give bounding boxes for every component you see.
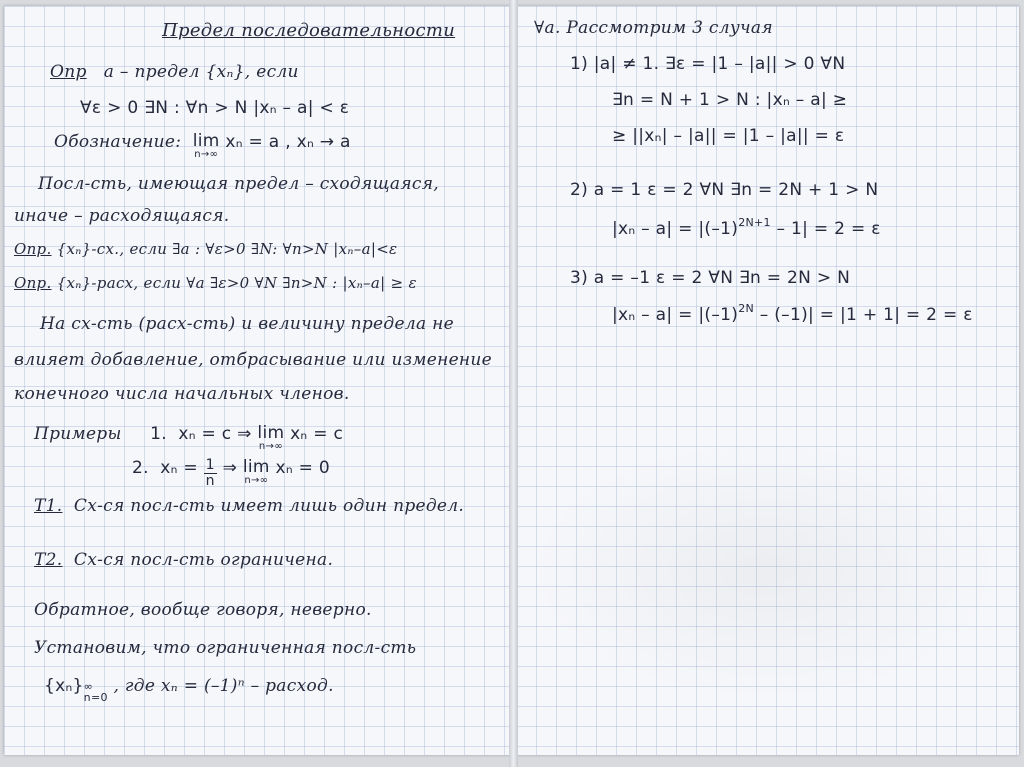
case-3-line-1: 3) a = –1 ε = 2 ∀N ∃n = 2N > N: [570, 268, 851, 288]
examples-label: Примеры: [34, 424, 122, 444]
lim-subscript: n→∞: [258, 441, 283, 452]
example-left: xₙ = c ⇒: [178, 424, 252, 444]
lim-subscript: n→∞: [194, 149, 219, 160]
example-left: xₙ =: [160, 458, 198, 478]
example-2: [132, 458, 330, 489]
definition-1: [50, 62, 299, 82]
page-title: Предел последовательности: [162, 20, 456, 41]
example-1: [34, 424, 343, 452]
example-number: 1.: [150, 424, 167, 444]
upper-bound: ∞: [83, 680, 94, 693]
convergent-text-1: Посл-сть, имеющая предел – сходящаяся,: [38, 174, 439, 194]
notation-label: Обозначение:: [54, 132, 182, 152]
case-3-expr-start: |xₙ – a| = |(–1): [612, 305, 739, 325]
case-1-line-3: ≥ ||xₙ| – |a|| = |1 – |a|| = ε: [612, 126, 845, 146]
converse-line-3: [44, 676, 334, 703]
definition-text: a – предел {xₙ}, если: [103, 62, 299, 82]
fraction: [204, 458, 217, 488]
notebook-spine: [509, 0, 518, 767]
fraction-numerator: 1: [205, 457, 215, 474]
note-line-2: влияет добавление, отбрасывание или изменение: [14, 350, 493, 370]
sequence-symbol: {xₙ}: [44, 676, 84, 696]
limit-operator: [243, 459, 270, 486]
limit-operator: [257, 425, 284, 452]
fraction-denominator: n: [205, 473, 215, 489]
case-3-expr-end: – (–1)| = |1 + 1| = 2 = ε: [754, 305, 973, 325]
case-2-exponent: 2N+1: [738, 216, 771, 229]
example-number: 2.: [132, 458, 149, 478]
definition-text: {xₙ}-сх., если ∃a : ∀ε>0 ∃N: ∀n>N |xₙ–a|<ε: [56, 240, 398, 258]
theorem-label: Т1.: [34, 496, 63, 516]
notation-expression: xₙ = a , xₙ → a: [225, 132, 351, 152]
definition-label: Опр: [50, 62, 87, 82]
converse-line-2: Установим, что ограниченная посл-сть: [34, 638, 417, 658]
notation-line: [54, 132, 351, 160]
definition-label: Опр.: [14, 274, 52, 292]
example-right: xₙ = c: [290, 424, 344, 444]
theorem-1: [34, 496, 464, 516]
case-1-line-2: ∃n = N + 1 > N : |xₙ – a| ≥: [612, 90, 848, 110]
theorem-text: Сх-ся посл-сть имеет лишь один предел.: [73, 496, 465, 516]
lim-subscript: n→∞: [244, 475, 269, 486]
case-2-line-2: [612, 216, 881, 239]
definition-1-formula: ∀ε > 0 ∃N : ∀n > N |xₙ – a| < ε: [80, 98, 350, 118]
definition-3: [14, 274, 417, 292]
lim-text: lim: [242, 457, 270, 477]
limit-operator: [193, 133, 220, 160]
theorem-text: Сх-ся посл-сть ограничена.: [73, 550, 334, 570]
theorem-label: Т2.: [34, 550, 63, 570]
note-line-3: конечного числа начальных членов.: [14, 384, 350, 404]
lim-text: lim: [192, 131, 220, 151]
converse-text: , где xₙ = (–1)ⁿ – расход.: [113, 676, 334, 696]
definition-2: [14, 240, 397, 258]
lim-text: lim: [257, 423, 285, 443]
case-2-expr-start: |xₙ – a| = |(–1): [612, 219, 739, 239]
convergent-text-2: иначе – расходящаяся.: [14, 206, 230, 226]
case-2-expr-end: – 1| = 2 = ε: [770, 219, 881, 239]
definition-label: Опр.: [14, 240, 52, 258]
implies-arrow: ⇒: [222, 458, 238, 478]
lower-bound: n=0: [83, 691, 108, 704]
sequence-bounds: [84, 681, 108, 703]
case-1-line-1: 1) |a| ≠ 1. ∃ε = |1 – |a|| > 0 ∀N: [570, 54, 846, 74]
bleed-through-shadow: [530, 440, 1000, 700]
case-3-line-2: [612, 302, 973, 325]
converse-line-1: Обратное, вообще говоря, неверно.: [34, 600, 372, 620]
note-line-1: На сх-сть (расх-сть) и величину предела не: [40, 314, 454, 334]
cases-intro: ∀a. Рассмотрим 3 случая: [534, 18, 773, 38]
definition-text: {xₙ}-расх, если ∀a ∃ε>0 ∀N ∃n>N : |xₙ–a| ≥ ε: [56, 274, 417, 292]
theorem-2: [34, 550, 333, 570]
case-2-line-1: 2) a = 1 ε = 2 ∀N ∃n = 2N + 1 > N: [570, 180, 879, 200]
case-3-exponent: 2N: [738, 302, 755, 315]
example-right: xₙ = 0: [275, 458, 331, 478]
